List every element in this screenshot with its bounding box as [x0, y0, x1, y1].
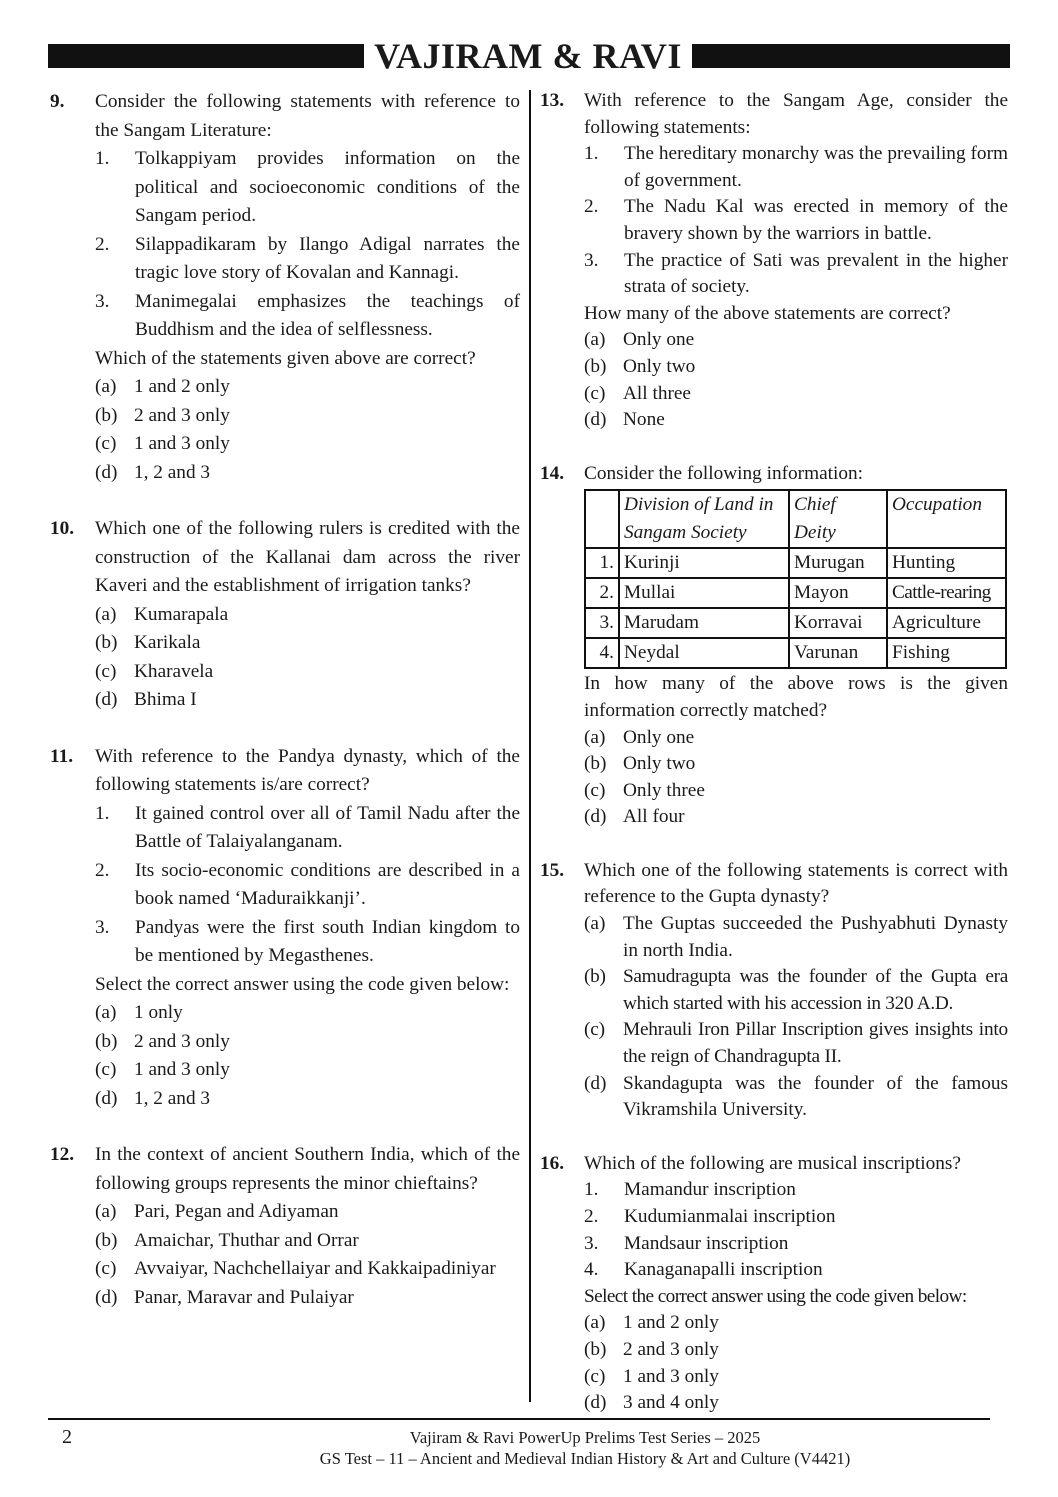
option-label: (a): [95, 603, 117, 625]
option-text: Avvaiyar, Nachchellaiyar and Kakkaipadiniyar: [134, 1258, 496, 1279]
answer-option: [584, 381, 1008, 408]
answer-option: [95, 1284, 520, 1313]
option-text: Mehrauli Iron Pillar Inscription gives insights into the reign of Chandragupta II.: [623, 1019, 1008, 1068]
question-stem: Consider the following statements with reference to the Sangam Literature:: [95, 91, 520, 141]
statement: [95, 800, 520, 857]
option-label: (d): [584, 1072, 607, 1094]
statement-text: The hereditary monarchy was the prevailing form of government.: [624, 143, 1008, 191]
option-text: 1, 2 and 3: [134, 461, 211, 483]
option-text: Amaichar, Thuthar and Orrar: [134, 1229, 359, 1251]
option-label: (c): [95, 1258, 117, 1279]
option-label: (c): [584, 382, 606, 404]
statement: [95, 914, 520, 971]
statement-label: 4.: [584, 1259, 599, 1281]
question-16: [540, 1151, 1008, 1417]
option-label: (d): [584, 806, 607, 828]
question-stem: In the context of ancient Southern India, which of the following groups represents the minor chieftains?: [95, 1144, 520, 1194]
option-label: (c): [95, 1059, 117, 1080]
question-9: [50, 88, 520, 487]
statement-text: It gained control over all of Tamil Nadu after the Battle of Talaiyalanganam.: [135, 802, 520, 852]
table-cell: Mullai: [619, 578, 789, 608]
statement: [584, 1257, 1008, 1284]
question-13: [540, 88, 1008, 434]
statement: [584, 1231, 1008, 1258]
statement: [584, 1177, 1008, 1204]
statement-label: 1.: [95, 148, 110, 169]
right-column: [540, 88, 1008, 1417]
option-text: 2 and 3 only: [623, 1338, 719, 1360]
answer-option: [95, 1255, 520, 1284]
option-label: (d): [95, 689, 118, 710]
question-stem: With reference to the Pandya dynasty, which of the following statements is/are correct?: [95, 745, 520, 795]
answer-option: [95, 1085, 520, 1114]
option-label: (a): [584, 329, 606, 351]
statement: [95, 231, 520, 288]
question-number: 10.: [50, 518, 75, 539]
option-label: (a): [584, 1312, 606, 1334]
question-11: [50, 743, 520, 1114]
table-row: [585, 638, 1006, 668]
question-prompt: Select the correct answer using the code given below:: [95, 973, 510, 995]
option-text: 3 and 4 only: [623, 1392, 719, 1414]
option-label: (c): [95, 660, 117, 682]
answer-option: [95, 1198, 520, 1227]
answer-option: [584, 327, 1008, 354]
left-column: [50, 88, 520, 1312]
statement: [95, 857, 520, 914]
table-cell: 2.: [585, 578, 619, 608]
option-text: Only two: [623, 355, 696, 377]
statement: [584, 141, 1008, 194]
option-text: Kumarapala: [134, 603, 229, 625]
option-text: 1, 2 and 3: [134, 1087, 211, 1109]
question-number: 14.: [540, 462, 565, 484]
statement-label: 2.: [584, 196, 599, 218]
table-header-cell: Chief Deity: [789, 490, 887, 548]
option-text: 2 and 3 only: [134, 1030, 230, 1052]
option-text: All four: [623, 806, 685, 828]
answer-option: [584, 804, 1008, 831]
table-header-row: [585, 490, 1006, 548]
option-text: 1 and 3 only: [623, 1365, 719, 1387]
option-text: Pari, Pegan and Adiyaman: [134, 1201, 339, 1222]
table-header-cell: Occupation: [887, 490, 1006, 548]
option-label: (a): [95, 376, 117, 397]
statement-label: 2.: [584, 1206, 599, 1227]
statement-label: 3.: [584, 1232, 599, 1254]
statement: [95, 288, 520, 345]
question-number: 9.: [50, 91, 65, 112]
page-header: [48, 38, 1010, 74]
answer-option: [584, 1071, 1008, 1124]
answer-option: [584, 354, 1008, 381]
table-row: [585, 548, 1006, 578]
table-cell: 4.: [585, 638, 619, 668]
option-text: 1 and 2 only: [134, 376, 230, 397]
option-text: Only two: [623, 753, 696, 775]
option-text: 1 only: [134, 1002, 183, 1023]
statement: [584, 1204, 1008, 1231]
option-label: (b): [584, 1338, 607, 1360]
option-label: (c): [584, 779, 606, 801]
question-stem: Which of the following are musical inscriptions?: [584, 1152, 961, 1174]
table-cell: Murugan: [789, 548, 887, 578]
option-label: (d): [95, 1087, 118, 1109]
question-stem: Which one of the following rulers is credited with the construction of the Kallanai dam across the river Kaveri and the establishment of irrigation tanks?: [95, 518, 520, 596]
option-text: Only one: [623, 329, 695, 351]
answer-option: [584, 911, 1008, 964]
question-number: 11.: [50, 745, 74, 767]
question-15: [540, 858, 1008, 1124]
statement-label: 1.: [584, 1179, 599, 1201]
answer-option: [584, 407, 1008, 434]
answer-option: [584, 1017, 1008, 1070]
table-cell: Marudam: [619, 608, 789, 638]
statement-label: 3.: [95, 290, 110, 312]
answer-option: [584, 964, 1008, 1017]
answer-option: [584, 1364, 1008, 1391]
answer-option: [95, 1028, 520, 1057]
option-label: (d): [584, 409, 607, 431]
option-label: (b): [95, 1229, 118, 1251]
answer-option: [95, 658, 520, 687]
option-label: (a): [584, 726, 606, 748]
question-number: 16.: [540, 1152, 565, 1174]
answer-option: [95, 402, 520, 431]
header-bar-right: [692, 44, 1010, 68]
option-text: The Guptas succeeded the Pushyabhuti Dynasty in north India.: [623, 913, 1008, 961]
answer-option: [95, 373, 520, 402]
statement-text: Tolkappiyam provides information on the political and socioeconomic conditions of the Sangam period.: [135, 148, 520, 226]
option-label: (b): [584, 753, 607, 775]
option-text: 1 and 3 only: [134, 433, 230, 454]
statement-label: 1.: [584, 143, 599, 165]
table-row: [585, 578, 1006, 608]
statement-text: Pandyas were the first south Indian kingdom to be mentioned by Megasthenes.: [135, 916, 520, 966]
statement-label: 3.: [95, 916, 110, 938]
table-cell: 1.: [585, 548, 619, 578]
option-label: (a): [584, 913, 606, 935]
statement-label: 1.: [95, 802, 110, 824]
statement: [95, 145, 520, 231]
question-14: [540, 461, 1008, 831]
table-cell: Hunting: [887, 548, 1006, 578]
option-text: None: [623, 409, 665, 431]
header-bar-left: [48, 44, 364, 68]
answer-option: [584, 778, 1008, 805]
column-divider: [529, 90, 531, 1402]
footer-test-title: GS Test – 11 – Ancient and Medieval Indian History & Art and Culture (V4421): [319, 1449, 851, 1468]
answer-option: [584, 751, 1008, 778]
option-text: Karikala: [134, 632, 201, 653]
question-prompt: Select the correct answer using the code given below:: [584, 1285, 967, 1307]
option-text: Panar, Maravar and Pulaiyar: [134, 1286, 354, 1308]
option-label: (b): [95, 1030, 118, 1052]
question-prompt: How many of the above statements are correct?: [584, 302, 951, 324]
question-stem: Consider the following information:: [584, 462, 864, 484]
question-stem: With reference to the Sangam Age, consider the following statements:: [584, 90, 1008, 138]
answer-option: [584, 1390, 1008, 1417]
option-text: 1 and 3 only: [134, 1059, 230, 1080]
table-header-cell: [585, 490, 619, 548]
question-prompt: In how many of the above rows is the given information correctly matched?: [584, 673, 1008, 721]
answer-option: [95, 430, 520, 459]
statement-text: Kanaganapalli inscription: [624, 1259, 823, 1281]
statement: [584, 248, 1008, 301]
footer-rule: [48, 1418, 990, 1420]
table-cell: 3.: [585, 608, 619, 638]
answer-option: [95, 999, 520, 1028]
answer-option: [95, 1056, 520, 1085]
option-text: Bhima I: [134, 689, 197, 710]
statement-text: Mandsaur inscription: [624, 1232, 789, 1254]
answer-option: [584, 1310, 1008, 1337]
option-label: (c): [95, 433, 117, 454]
option-text: All three: [623, 382, 691, 404]
statement-text: Its socio-economic conditions are described in a book named ‘Maduraikkanji’.: [135, 859, 520, 909]
question-number: 13.: [540, 90, 565, 111]
option-text: Kharavela: [134, 660, 214, 682]
question-10: [50, 515, 520, 715]
question-number: 12.: [50, 1144, 75, 1165]
option-text: 1 and 2 only: [623, 1312, 719, 1334]
statement-text: The Nadu Kal was erected in memory of the bravery shown by the warriors in battle.: [624, 196, 1008, 244]
option-label: (d): [584, 1392, 607, 1414]
statement-text: Mamandur inscription: [624, 1179, 796, 1201]
option-label: (d): [95, 1286, 118, 1308]
info-table: [584, 489, 1007, 669]
table-cell: Varunan: [789, 638, 887, 668]
statement-text: Manimegalai emphasizes the teachings of Buddhism and the idea of selflessness.: [135, 290, 520, 340]
statement-label: 3.: [584, 249, 599, 271]
option-label: (c): [584, 1019, 605, 1041]
statement-text: Silappadikaram by Ilango Adigal narrates the tragic love story of Kovalan and Kannagi.: [135, 233, 520, 283]
answer-option: [584, 725, 1008, 752]
statement-label: 2.: [95, 233, 110, 255]
option-label: (a): [95, 1002, 117, 1023]
option-label: (b): [95, 632, 118, 653]
table-header-cell: Division of Land in Sangam Society: [619, 490, 789, 548]
option-text: Only one: [623, 726, 695, 748]
answer-option: [584, 1337, 1008, 1364]
table-cell: Mayon: [789, 578, 887, 608]
table-cell: Korravai: [789, 608, 887, 638]
option-label: (b): [584, 966, 606, 988]
table-row: [585, 608, 1006, 638]
footer-series-title: Vajiram & Ravi PowerUp Prelims Test Series – 2025: [409, 1428, 761, 1447]
table-cell: Neydal: [619, 638, 789, 668]
option-label: (b): [584, 355, 607, 377]
question-12: [50, 1141, 520, 1312]
answer-option: [95, 629, 520, 658]
answer-option: [95, 459, 520, 488]
option-text: Samudragupta was the founder of the Gupta era which started with his accession in 320 A.D.: [623, 966, 1008, 1014]
table-cell: Agriculture: [887, 608, 1006, 638]
statement-text: Kudumianmalai inscription: [624, 1206, 836, 1227]
option-text: Only three: [623, 779, 705, 801]
table-cell: Fishing: [887, 638, 1006, 668]
answer-option: [95, 1227, 520, 1256]
option-text: 2 and 3 only: [134, 404, 230, 426]
option-label: (d): [95, 461, 118, 483]
table-cell: Cattle-rearing: [887, 578, 1006, 608]
page-number: 2: [62, 1426, 72, 1448]
question-prompt: Which of the statements given above are correct?: [95, 347, 476, 369]
option-text: Skandagupta was the founder of the famous Vikramshila University.: [623, 1072, 1008, 1121]
question-stem: Which one of the following statements is correct with reference to the Gupta dynasty?: [584, 859, 1008, 908]
option-label: (c): [584, 1365, 606, 1387]
option-label: (a): [95, 1201, 117, 1222]
statement-text: The practice of Sati was prevalent in the higher strata of society.: [624, 249, 1008, 298]
table-cell: Kurinji: [619, 548, 789, 578]
statement-label: 2.: [95, 859, 110, 881]
answer-option: [95, 601, 520, 630]
statement: [584, 194, 1008, 247]
brand-title: VAJIRAM & RAVI: [374, 36, 682, 76]
answer-option: [95, 686, 520, 715]
option-label: (b): [95, 404, 118, 426]
question-number: 15.: [540, 859, 565, 881]
